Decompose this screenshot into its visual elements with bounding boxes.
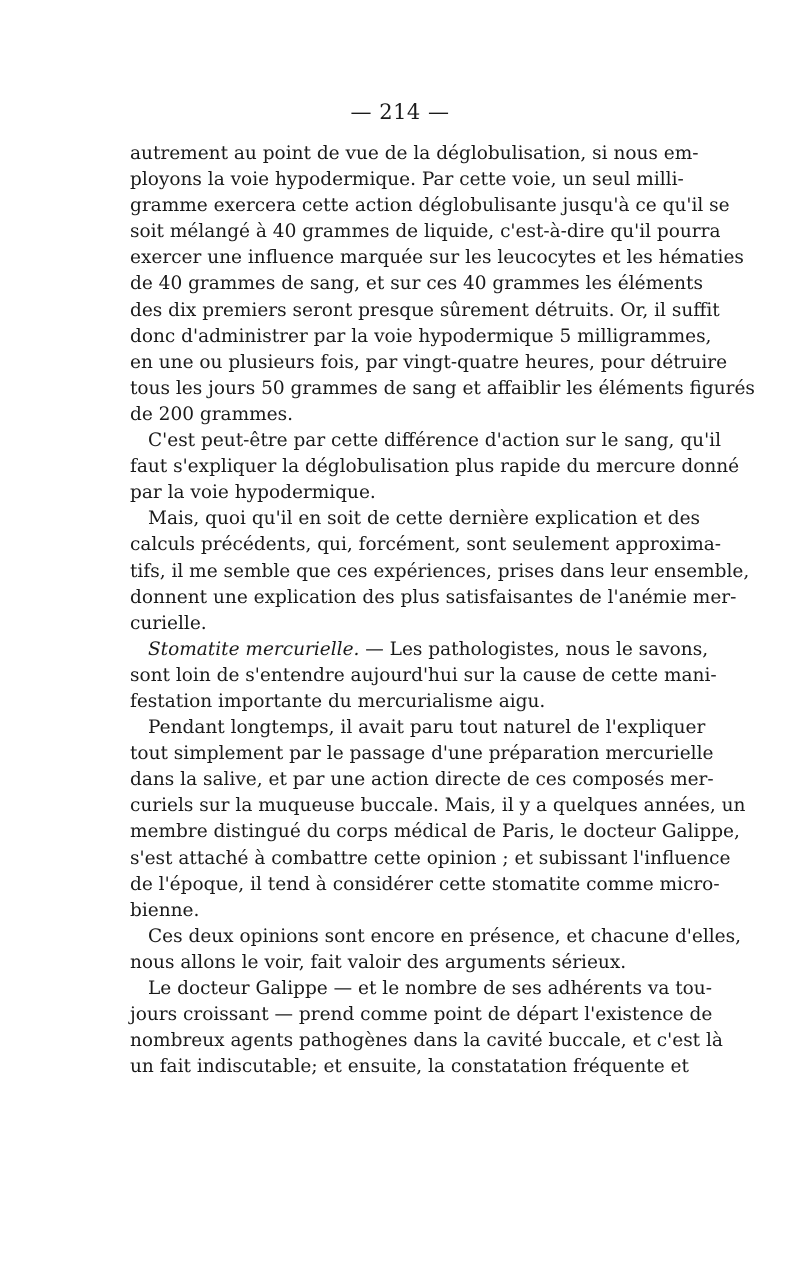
text-line: s'est attaché à combattre cette opinion ; et subissant l'influence [130,847,731,869]
text-line: de 200 grammes. [130,403,293,425]
text-line: ployons la voie hypodermique. Par cette voie, un seul milli- [130,169,684,191]
text-line: soit mélangé à 40 grammes de liquide, c'est-à-dire qu'il pourra [130,221,721,243]
text-line: nous allons le voir, fait valoir des arguments sérieux. [130,951,627,973]
text-line: bienne. [130,899,200,921]
text-line: curiels sur la muqueuse buccale. Mais, il y a quelques années, un [130,795,746,817]
text-line: de l'époque, il tend à considérer cette stomatite comme micro- [130,873,720,895]
paragraph [130,428,740,506]
body-text [130,141,755,1080]
text-line: tifs, il me semble que ces expériences, prises dans leur ensemble, [130,560,750,582]
text-line: calculs précédents, qui, forcément, sont seulement approxima- [130,534,722,556]
text-line: jours croissant — prend comme point de départ l'existence de [130,1004,713,1026]
section-heading: Stomatite mercurielle. [148,638,360,660]
text-line: Pendant longtemps, il avait paru tout naturel de l'expliquer [148,717,706,739]
text-line: nombreux agents pathogènes dans la cavité buccale, et c'est là [130,1030,723,1052]
text-line: donc d'administrer par la voie hypodermique 5 milligrammes, [130,325,712,347]
paragraph [130,715,746,924]
paragraph [130,976,723,1080]
text-line: de 40 grammes de sang, et sur ces 40 grammes les éléments [130,273,703,295]
text-line: autrement au point de vue de la déglobulisation, si nous em- [130,143,699,164]
text-line: donnent une explication des plus satisfaisantes de l'anémie mer- [130,586,737,608]
paragraph [130,924,741,976]
text-line: sont loin de s'entendre aujourd'hui sur la cause de cette mani- [130,664,717,686]
text-line: membre distingué du corps médical de Paris, le docteur Galippe, [130,821,740,843]
paragraph [130,637,717,715]
text-line: exercer une influence marquée sur les leucocytes et les hématies [130,247,744,269]
text-line: Le docteur Galippe — et le nombre de ses adhérents va tou- [148,978,712,999]
text-line [130,637,709,663]
paragraph [130,506,750,636]
text-line: Ces deux opinions sont encore en présence, et chacune d'elles, [148,925,741,947]
text-line: des dix premiers seront presque sûrement détruits. Or, il suffit [130,299,720,321]
text-line: C'est peut-être par cette différence d'action sur le sang, qu'il [148,430,721,452]
paragraph [130,141,755,428]
text-line: dans la salive, et par une action directe de ces composés mer- [130,769,714,791]
text-line: par la voie hypodermique. [130,482,376,504]
text-line: un fait indiscutable; et ensuite, la constatation fréquente et [130,1056,689,1078]
text-line: en une ou plusieurs fois, par vingt-quatre heures, pour détruire [130,351,728,373]
text-line: tout simplement par le passage d'une préparation mercurielle [130,743,714,765]
text-line: curielle. [130,612,207,634]
text-line: festation importante du mercurialisme aigu. [130,690,546,712]
page-number: — 214 — [350,100,450,124]
heading-line-rest: — Les pathologistes, nous le savons, [359,638,709,660]
text-line: gramme exercera cette action déglobulisante jusqu'à ce qu'il se [130,195,730,217]
text-line: faut s'expliquer la déglobulisation plus rapide du mercure donné [130,456,740,478]
text-line: Mais, quoi qu'il en soit de cette dernière explication et des [148,508,701,530]
text-line: tous les jours 50 grammes de sang et affaiblir les éléments figurés [130,377,755,399]
